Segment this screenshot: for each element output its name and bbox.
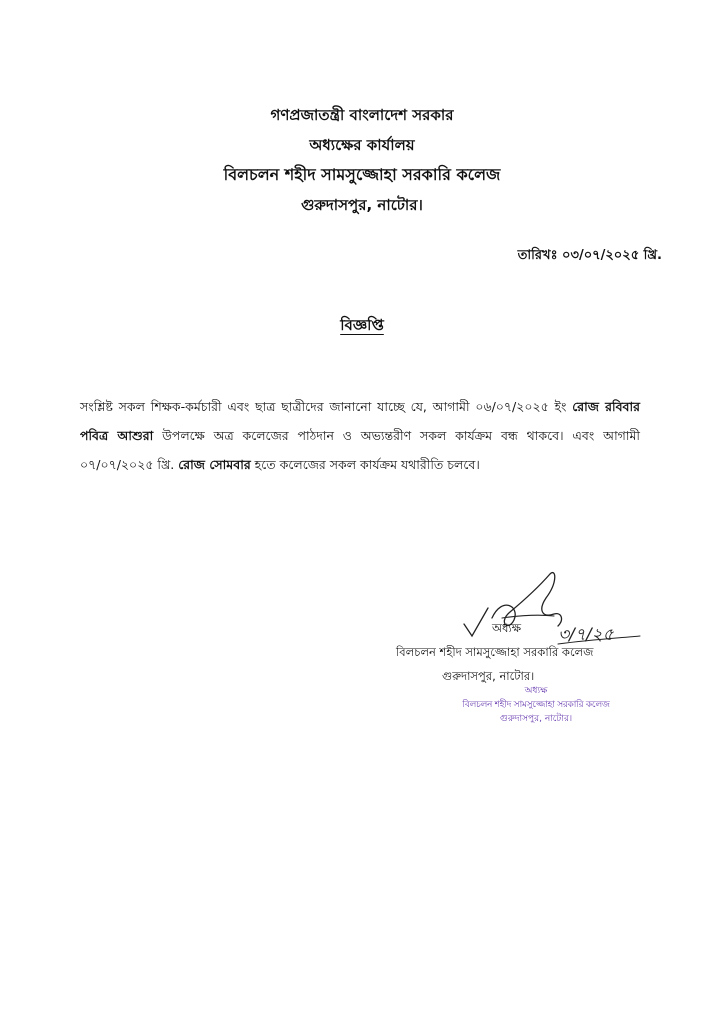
college-address: গুরুদাসপুর, নাটোর। xyxy=(301,196,423,214)
signatory-block xyxy=(360,616,680,688)
notice-title: বিজ্ঞপ্তি xyxy=(340,316,384,334)
official-seal-stamp xyxy=(446,684,626,726)
signatory-place: গুরুদাসপুর, নাটোর। xyxy=(442,669,535,683)
signature-date: ৩/৭/২৫ xyxy=(558,625,614,645)
body-bold-holiday: রোজ রবিবার পবিত্র আশুরা xyxy=(80,399,640,443)
letterhead xyxy=(0,100,724,220)
stamp-designation: অধ্যক্ষ xyxy=(524,686,548,696)
stamp-college: বিলচলন শহীদ সামসুজ্জোহা সরকারি কলেজ xyxy=(462,700,610,710)
college-name: বিলচলন শহীদ সামসুজ্জোহা সরকারি কলেজ xyxy=(223,165,501,184)
body-text-part-1: সংশ্লিষ্ট সকল শিক্ষক-কর্মচারী এবং ছাত্র ছাত্রীদের জানানো যাচ্ছে যে, আগামী ০৬/০৭/২০২৫ ইং xyxy=(80,399,573,414)
office-name: অধ্যক্ষের কার্যালয় xyxy=(309,136,415,154)
signatory-designation: অধ্যক্ষ xyxy=(492,621,522,635)
stamp-place: গুরুদাসপুর, নাটোর। xyxy=(499,714,573,724)
notice-body xyxy=(80,392,640,479)
signatory-college: বিলচলন শহীদ সামসুজ্জোহা সরকারি কলেজ xyxy=(396,645,594,659)
government-name: গণপ্রজাতন্ত্রী বাংলাদেশ সরকার xyxy=(270,106,454,124)
body-text-part-2: উপলক্ষে অত্র কলেজের পাঠদান ও অভ্যন্তরীণ সকল কার্যক্রম বন্ধ থাকবে। এবং আগামী ০৭/০৭/২০২৫ খ্রি. xyxy=(80,428,640,472)
body-bold-resume-day: রোজ সোমবার xyxy=(178,457,251,472)
notice-title-wrap xyxy=(0,314,724,339)
notice-date: তারিখঃ ০৩/০৭/২০২৫ খ্রি. xyxy=(517,248,662,263)
body-text-part-3: হতে কলেজের সকল কার্যক্রম যথারীতি চলবে। xyxy=(250,457,480,472)
